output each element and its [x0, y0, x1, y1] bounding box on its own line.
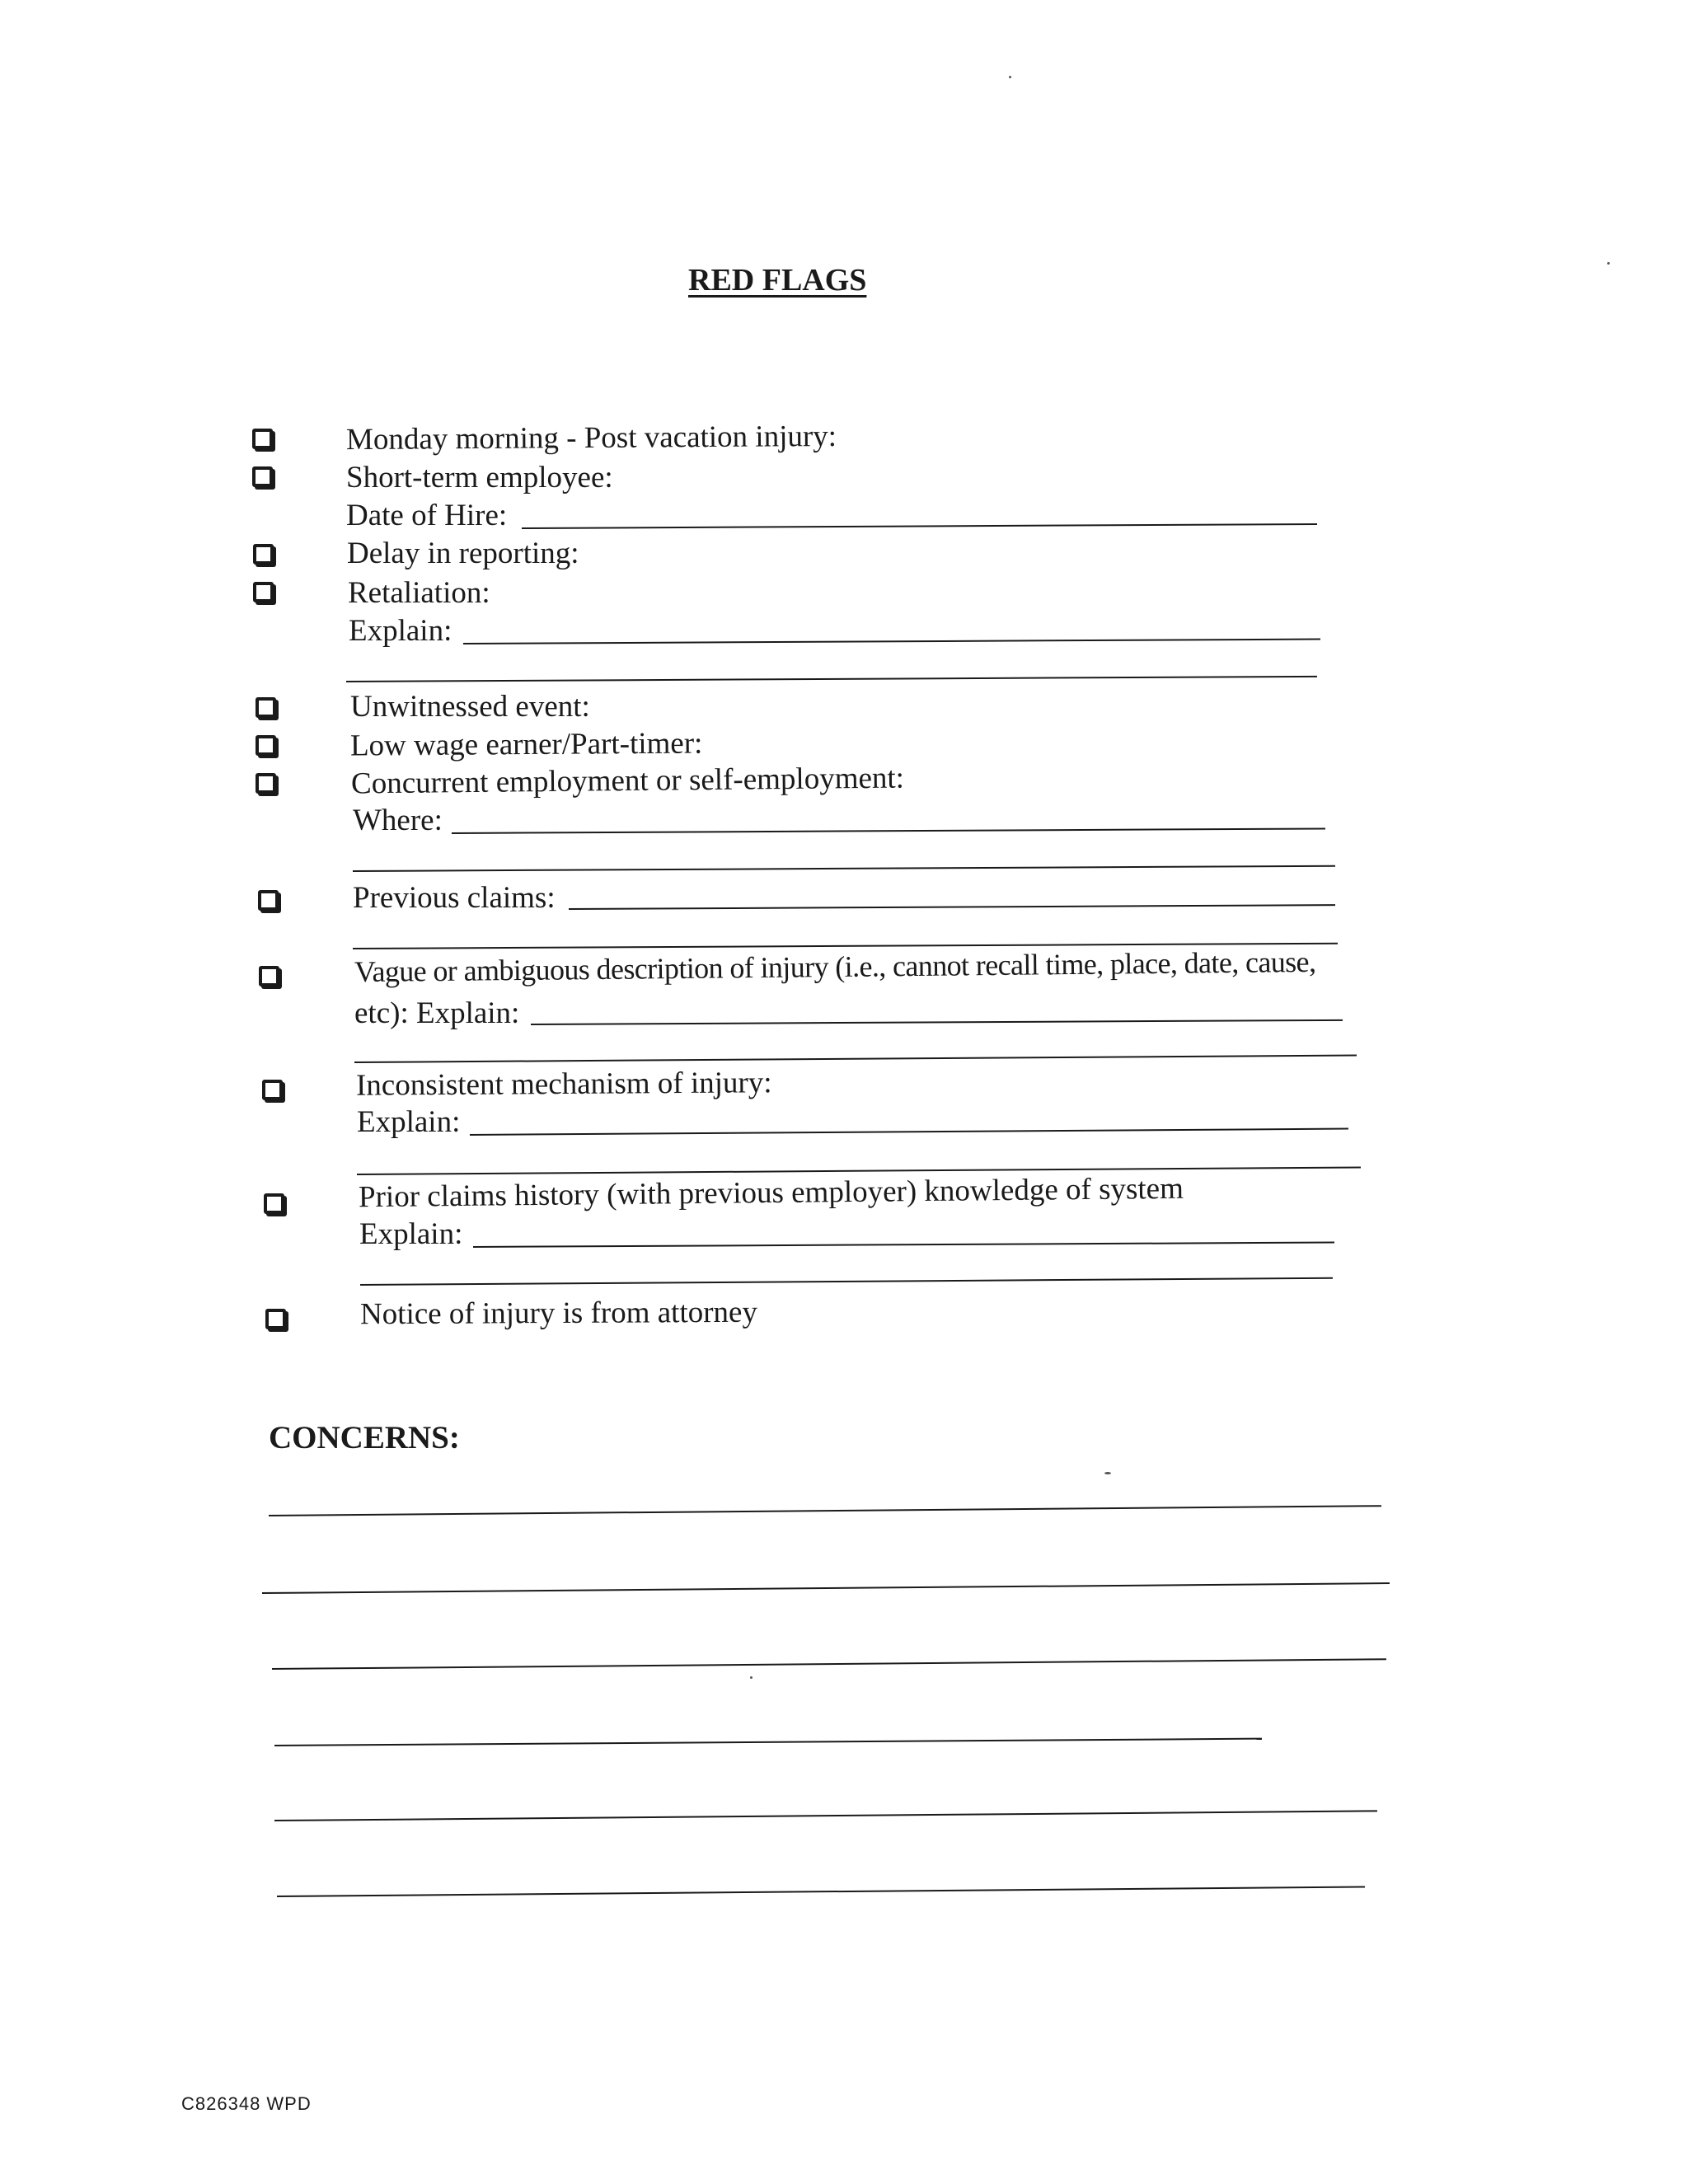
item-label: Inconsistent mechanism of injury:	[355, 1066, 772, 1103]
checkbox-notice-from-attorney[interactable]	[265, 1309, 286, 1329]
document-footer-code: C826348 WPD	[181, 2093, 312, 2114]
item-sublabel: Explain:	[349, 614, 452, 648]
concerns-line-4[interactable]	[274, 1738, 1262, 1746]
checkbox-concurrent-employment[interactable]	[256, 773, 276, 794]
fill-in-line-vague-explain[interactable]	[531, 1019, 1343, 1025]
item-label: Short-term employee:	[346, 461, 613, 494]
item-sublabel: Where:	[353, 804, 443, 837]
checkbox-monday-morning[interactable]	[252, 429, 273, 449]
fill-in-line-where[interactable]	[452, 827, 1325, 834]
scan-speck	[1104, 1472, 1111, 1474]
fill-in-line-inconsistent-explain[interactable]	[470, 1128, 1348, 1136]
item-label: Prior claims history (with previous employer) knowledge of system	[358, 1171, 1184, 1215]
concerns-line-3[interactable]	[272, 1658, 1386, 1670]
item-label: Low wage earner/Part-timer:	[349, 726, 703, 763]
item-label: Vague or ambiguous description of injury (i.e., cannot recall time, place, date, cause,	[354, 944, 1316, 989]
item-label: Retaliation:	[348, 576, 490, 610]
checkbox-retaliation[interactable]	[253, 582, 274, 602]
checkbox-inconsistent-mechanism[interactable]	[262, 1080, 283, 1100]
concerns-line-1[interactable]	[269, 1505, 1381, 1516]
fill-in-line-vague-extra[interactable]	[354, 1055, 1357, 1063]
fill-in-line-where-extra[interactable]	[353, 865, 1335, 872]
checkbox-prior-claims-history[interactable]	[264, 1193, 284, 1214]
item-label: Previous claims:	[353, 881, 556, 915]
item-sublabel: Explain:	[357, 1105, 461, 1139]
concerns-line-5[interactable]	[274, 1810, 1377, 1821]
fill-in-line-date-of-hire[interactable]	[522, 523, 1317, 529]
item-label: Notice of injury is from attorney	[359, 1295, 758, 1332]
scan-speck	[1009, 76, 1011, 78]
page-title: RED FLAGS	[688, 263, 867, 298]
item-sublabel: etc): Explain:	[354, 996, 520, 1030]
concerns-line-2[interactable]	[262, 1582, 1390, 1594]
item-label: Concurrent employment or self-employment:	[350, 761, 905, 801]
concerns-line-6[interactable]	[277, 1886, 1365, 1897]
fill-in-line-previous-claims[interactable]	[569, 904, 1335, 910]
fill-in-line-prior-claims-explain[interactable]	[473, 1242, 1334, 1248]
scan-speck	[1607, 262, 1610, 265]
checkbox-unwitnessed-event[interactable]	[256, 697, 276, 718]
checkbox-vague-description[interactable]	[259, 966, 279, 987]
concerns-heading: CONCERNS:	[269, 1420, 460, 1455]
item-label: Unwitnessed event:	[350, 690, 590, 724]
checkbox-delay-in-reporting[interactable]	[253, 544, 274, 565]
item-sublabel: Date of Hire:	[346, 499, 508, 532]
fill-in-line-retaliation-explain[interactable]	[463, 639, 1320, 644]
item-label: Delay in reporting:	[347, 537, 579, 570]
item-label: Monday morning - Post vacation injury:	[345, 419, 837, 457]
scan-speck	[750, 1676, 753, 1679]
checkbox-short-term-employee[interactable]	[252, 466, 273, 487]
checkbox-low-wage-earner[interactable]	[256, 735, 276, 756]
item-sublabel: Explain:	[359, 1217, 463, 1251]
fill-in-line-prior-claims-extra[interactable]	[360, 1277, 1333, 1286]
fill-in-line-retaliation-extra[interactable]	[346, 676, 1317, 682]
checkbox-previous-claims[interactable]	[258, 890, 279, 911]
